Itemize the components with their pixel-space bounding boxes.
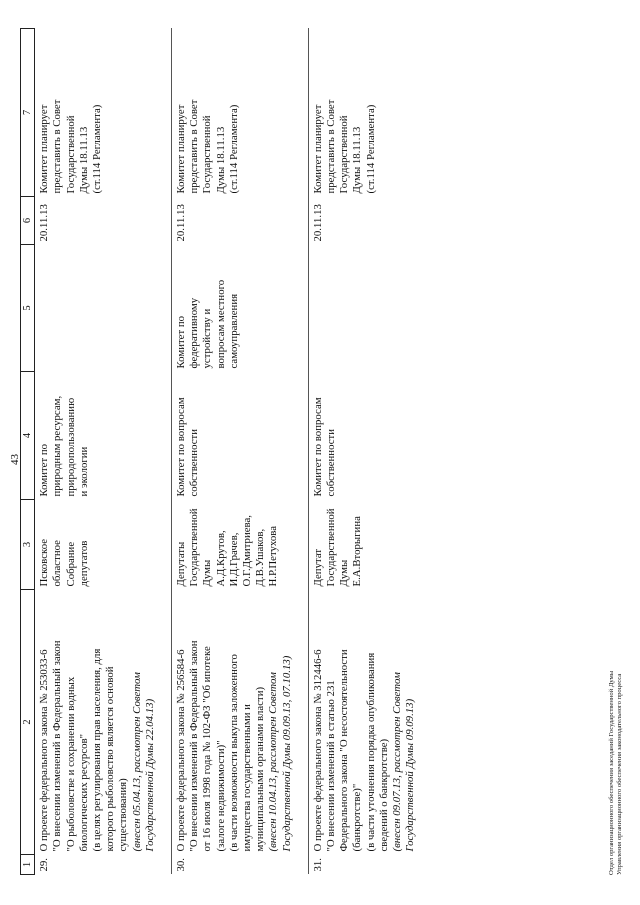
- bill-title: О проекте федерального закона № 253033-6 "О внесении изменений в Федеральный закон "О рыболовстве и сохранении водных биологических ресурсов" (в целях регулирования прав населения, для которого рыболовство является основой существования): [38, 640, 130, 852]
- decision-cell: Комитет планирует представить в Совет Государственной Думы 18.11.13 (ст.114 Регламента): [175, 99, 240, 194]
- column-header: 1: [21, 855, 35, 875]
- decision-cell: Комитет планирует представить в Совет Государственной Думы 18.11.13 (ст.114 Регламента): [311, 99, 377, 194]
- bill-note: (внесен 05.04.13, рассмотрен Советом Государственной Думы 22.04.13): [130, 672, 156, 852]
- date-cell: 20.11.13: [311, 204, 324, 242]
- column-header: 6: [21, 197, 35, 245]
- committee-cell: Комитет по вопросам собственности: [175, 397, 201, 497]
- row-number: 31.: [311, 858, 324, 872]
- decision-cell: Комитет планирует представить в Совет Государственной Думы 18.11.13 (ст.114 Регламента): [38, 99, 104, 194]
- table-row: [35, 29, 172, 875]
- column-header: 3: [21, 500, 35, 590]
- column-header: 4: [21, 372, 35, 500]
- co-committee-cell: Комитет по федеративному устройству и вопросам местного самоуправления: [175, 279, 240, 369]
- committee-cell: Комитет по вопросам собственности: [311, 397, 338, 497]
- bill-cell: [172, 590, 308, 855]
- column-header: 7: [21, 29, 35, 197]
- bills-table: [20, 28, 431, 875]
- table-row: [309, 29, 432, 875]
- footer-line: Отдел организационного обеспечения заседаний Государственной Думы: [608, 670, 615, 875]
- footer: [608, 671, 624, 875]
- column-header: 2: [21, 590, 35, 855]
- bill-cell: [35, 590, 172, 855]
- footer-line: Управления организационного обеспечения законодательного процесса: [616, 673, 623, 875]
- bill-note: (внесен 09.07.13, рассмотрен Советом Государственной Думы 09.09.13): [391, 672, 417, 852]
- date-cell: 20.11.13: [38, 204, 51, 242]
- page-number: 43: [9, 454, 21, 465]
- bill-note: (внесен 10.04.13, рассмотрен Советом Государственной Думы 09.09.13, 07.10.13): [267, 655, 293, 852]
- co-committee-cell: [309, 245, 432, 372]
- initiator-cell: Депутат Государственной Думы Е.А.Вторыгина: [311, 508, 364, 587]
- bill-cell: [309, 590, 432, 855]
- bill-title: О проекте федерального закона № 312446-6 "О внесении изменений в статью 231 Федерального закона "О несостоятельности (банкротстве)" (в части уточнения порядка опубликования сведений о банкротстве): [311, 649, 390, 852]
- committee-cell: Комитет по природным ресурсам, природопользованию и экологии: [38, 395, 90, 497]
- date-cell: 20.11.13: [175, 204, 188, 242]
- bill-title: О проекте федерального закона № 256584-6 "О внесении изменений в Федеральный закон от 16 июля 1998 года № 102-ФЗ "Об ипотеке (залоге недвижимости)" (в части возможности выкупа заложенного имущества государственными и муниципальными органами власти): [175, 640, 267, 852]
- row-number: 30.: [175, 858, 188, 872]
- co-committee-cell: [35, 245, 172, 372]
- column-number-header: [21, 29, 35, 875]
- initiator-cell: Псковское областное Собрание депутатов: [38, 538, 90, 587]
- table-row: [172, 29, 308, 875]
- row-number: 29.: [38, 858, 51, 872]
- initiator-cell: Депутаты Государственной Думы А.Д.Крутов, И.Д.Грачев, О.Г.Дмитриева, Д.В.Ушаков, Н.Р.Петухова: [175, 508, 280, 587]
- column-header: 5: [21, 245, 35, 372]
